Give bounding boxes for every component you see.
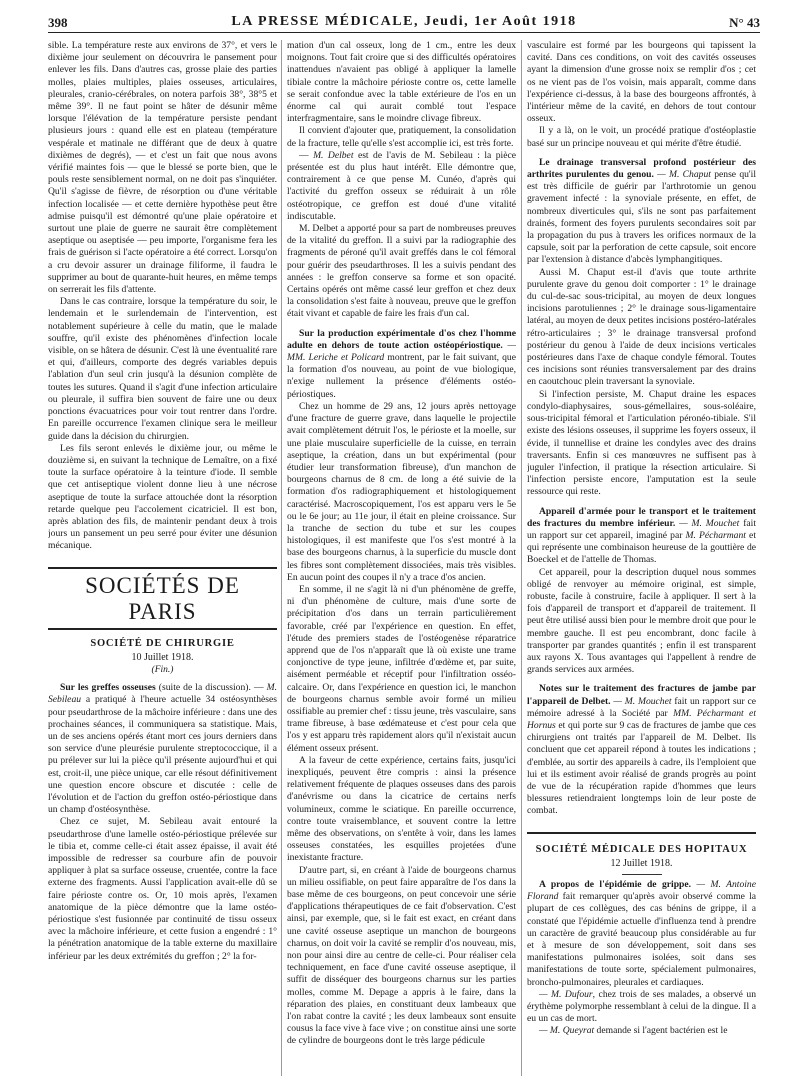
- paragraph: [527, 506, 756, 567]
- speaker-name: — M. Mouchet: [610, 695, 672, 707]
- paragraph: Cet appareil, pour la description duquel nous sommes obligé de renvoyer au mémoire original, est simple, robuste, facile à construire, facile à appliquer. Il sert à la fois d'appareil de transport et d'appareil de traitement. Il peut être utilisé aussi bien pour le membre droit que pour le membre gauche. Il est peu encombrant, donc facile à transporter par grandes quantités ; enfin il est transparent aux rayons X. Tous avantages qui l'appellent à rendre de grands services aux armées.: [527, 566, 756, 676]
- text-run: fait un rapport sur cet appareil, imaginé par: [527, 517, 756, 541]
- paragraph: [527, 157, 756, 267]
- paragraph: D'autre part, si, en créant à l'aide de bourgeons charnus un milieu ossifiable, on peut faire apparaître de l'os dans la base même de ces bourgeons, on peut concevoir une série d'applications thérapeutiques de ce fait d'observation. C'est ainsi, par exemple, que, si le fait est exact, en créant dans une cavité osseuse aseptique un manchon de bourgeons charnus, on doit voir la cavité se remplir d'os nouveau, mis, non pour ainsi dire au centre de celle-ci. Pour réaliser cela techniquement, en face d'une cavité osseuse aseptique, il suffit de disséquer des bourgeons charnus sur les parties molles, comme M. Depage a appris à le faire, dans la réparation des plaies, en constituant deux lambeaux que l'on rabat contre la cavité ; les deux lambeaux sont ensuite cousus la face vive à face vive ; on constitue ainsi une sorte de cylindre de bourgeons dont le très large pédicule: [287, 864, 516, 1047]
- paragraph: mation d'un cal osseux, long de 1 cm., entre les deux moignons. Tout fait croire que si des difficultés opératoires inattendues n'avaient pas obligé à appliquer la lamelle tibiale contre la mâchoire périoste contre os, cette lamelle se serait confondue avec la table extérieure de l'os en un énorme cal qui aurait comblé tout l'espace interfragmentaire, sans le moindre clivage fibreux.: [287, 40, 516, 125]
- topic-heading: Le drainage transversal profond postérieur des arthrites purulentes du genou.: [527, 156, 756, 181]
- topic-heading: Appareil d'armée pour le transport et le traitement des fractures du membre inférieur.: [527, 505, 756, 529]
- paragraph: Si l'infection persiste, M. Chaput draine les espaces condylo-diaphysaires, sous-gémellaires, sous-soléaire, sous-tricipital fémoral et l'articulation péronéo-tibiale. S'il existe des lésions osseuses, il supprime les foyers osseux, il évide, il tunnellise et draine les condyles avec des drains traversants. Enfin si ces manœuvres ne suffisent pas à juguler l'infection, il pratique la résection articulaire. Si l'infection persiste encore, l'amputation est la seule ressource qui reste.: [527, 388, 756, 498]
- speaker-name: — M. Dufour: [539, 988, 593, 1000]
- paragraph: Dans le cas contraire, lorsque la température du soir, le lendemain et le surlendemain de l'intervention, est notablement supérieure à celle du matin, que le malade souffre, qu'il existe des phénomènes d'infection locale visible, on se hâtera de désunir. C'est là une éventualité rare et qui, d'ailleurs, comporte des degrés variables depuis l'ablation d'un seul crin jusqu'à la désunion complète de toutes les sutures. Quand il s'agit d'une infection articulaire ou pleurale, il suffira bien souvent de faire une ou deux ponctions évacuatrices pour voir tout rentrer dans l'ordre. En pareille occurrence l'examen clinique sera le meilleur guide dans la décision du chirurgien.: [48, 296, 277, 442]
- section-rule: [527, 832, 756, 834]
- speaker-name: — M. Mouchet: [675, 517, 740, 529]
- text-run: montrent, par le fait suivant, que la formation d'os nouveau, au point de vue biologique, n'exige nullement la présence d'éléments ostéo-périostiques.: [287, 352, 516, 400]
- paragraph: [527, 1025, 756, 1037]
- issue-number: N° 43: [729, 15, 760, 30]
- text-run: a pratiqué à l'heure actuelle 34 ostéosynthèses pour pseudarthrose de la mâchoire inférieure : dans une des prochaines séances, il communiquera sa statistique. Mais, un de ses anciens opérés étant mort ces jours derniers dans son service d'une pleurésie purulente streptococcique, il a pu prélever sur lui la pièce qu'il présente aujourd'hui et qui est, croit-il, une pièce unique, car elle résout définitivement une question encore obscure et discutée : celle de l'évolution et de l'action du greffon ostéo-périostique dans un champ d'ostéosynthèse.: [48, 694, 277, 816]
- paragraph: [527, 683, 756, 817]
- paragraph: — M. Delbet est de l'avis de M. Sebileau : la pièce présentée est du plus haut intérêt. Elle démontre que, contrairement à ce que pense M. Cunéo, d'après qui l'activité du greffon osseux se réduirait à un rôle ostéotropique, ce greffon est doué d'une vitalité indiscutable.: [287, 149, 516, 222]
- paragraph: Chez un homme de 29 ans, 12 jours après nettoyage d'une fracture de guerre grave, dans laquelle le projectile avait complètement détruit l'os, le périoste et la moelle, sur une plaie musculaire superficielle de la cuisse, en terrain aseptique, la création, dans un but expérimental (pour étudier leur transformation fibreuse), d'un manchon de bourgeons charnus de 8 cm. de long a été suivie de la formation d'os radiographiquement et histologiquement caractérisé. Macroscopiquement, l'os est apparu vers le 5e ou le 6e jour; au 11e jour, il était en pleine croissance. Sur la tranche de section du tube et sur les coupes histologiques, il est manifeste que l'os s'est montré à la base des bourgeons charnus, à la superficie du muscle dont les fibres sont complètement dissociées, mais très visibles. En aucun point des coupes il n'y a trace d'os ancien.: [287, 400, 516, 583]
- column-3: [527, 40, 756, 1080]
- speaker-name: — M. Antoine Florand: [527, 879, 756, 903]
- speaker-name: MM. Pécharmant et Hornus: [527, 707, 756, 731]
- page-number: 398: [48, 15, 68, 30]
- society-title: SOCIÉTÉ DE CHIRURGIE: [90, 637, 235, 649]
- text-run: fait remarquer qu'après avoir observé comme la plupart de ces collègues, des cas bénins de grippe, il a constaté que l'épidémie actuelle d'influenza tend à prendre un caractère de gravité beaucoup plus considérable au fur et à mesure de son développement, soit dans ses manifestations pulmonaires isolées, soit dans ses manifestations de toute sorte, spécialement pulmonaires, broncho-pulmonaires, pleurales et cardiaques.: [527, 891, 756, 988]
- society-date: 12 Juillet 1918.: [610, 857, 673, 869]
- paragraph: Chez ce sujet, M. Sebileau avait entouré la pseudarthrose d'une lamelle ostéo-périostique prélevée sur le tibia et, comme celle-ci était assez épaisse, il avait été impossible de redresser sa courbure afin de pouvoir appliquer à plat sa surface osseuse, cruentée, contre la face externe des fragments. Aussi l'application avait-elle dû se faire périoste contre os. Or, 10 mois après, l'examen anatomique de la pièce démontre que la lame ostéo-périostique s'est fusionnée par continuité de tissu osseux avec la mâchoire inférieure, et cette fusion a engendré : 1° la pénétration anatomique de la table externe du maxillaire inférieur par les deux extrémités du greffon ; 2° la for-: [48, 816, 277, 962]
- paragraph: [527, 879, 756, 989]
- speaker-name: M. Delbet: [313, 149, 354, 161]
- paragraph: Il convient d'ajouter que, pratiquement, la consolidation de la fracture, telle qu'elle s'est accomplie ici, est très forte.: [287, 125, 516, 149]
- speaker-name: M. Pécharmant: [685, 529, 746, 541]
- topic-heading: Notes sur le traitement des fractures de jambe par l'appareil de Delbet.: [527, 683, 756, 707]
- page-header: [48, 10, 760, 33]
- paragraph: [48, 682, 277, 816]
- speaker-name: — M. Chaput: [653, 169, 711, 181]
- paragraph: M. Delbet a apporté pour sa part de nombreuses preuves de la vitalité du greffon. Il a suivi par la radiographie des fragments de péroné qu'il avait greffés dans le col fémoral pour guérir des pseudarthroses. Il les a suivis pendant des années : le greffon conserve sa forme et son opacité. Certains opérés ont même cassé leur greffon et chez deux la consolidation s'est faite à nouveau, preuve que le greffon était vivant et capable de faire les frais d'un cal.: [287, 223, 516, 320]
- text-run: fait un rapport sur ce mémoire adressé à la Société par: [527, 695, 756, 719]
- column-divider: [281, 40, 282, 1076]
- topic-heading: Sur les greffes osseuses: [60, 682, 156, 694]
- text-run: est de l'avis de M. Sebileau : la pièce présentée est du plus haut intérêt. Elle démontre que, contrairement à ce que pense M. Cunéo, d'après qui l'activité du greffon osseux se réduirait à un rôle ostéotropique, ce greffon est doué d'une vitalité indiscutable.: [287, 149, 516, 222]
- running-title: LA PRESSE MÉDICALE, Jeudi, 1er Août 1918: [231, 14, 577, 29]
- speaker-name: — MM. Leriche et Policard: [287, 339, 516, 364]
- paragraph: [527, 989, 756, 1026]
- paragraph: A la faveur de cette expérience, certains faits, jusqu'ici inexpliqués, peuvent être compris : ainsi la présence relativement fréquente de plaques osseuses dans des parois d'anévrisme ou dans la cicatrice de certains nerfs volumineux, comme le sciatique. En pareille occurrence, contre toute vraisemblance, et souvent contre la lettre même des observations, on s'entête à voir, dans les lames osseuses constatées, les esquilles projetées d'une inexistante fracture.: [287, 754, 516, 864]
- text-run: demande si l'agent bactérien est le: [594, 1025, 728, 1037]
- column-divider: [521, 40, 522, 1076]
- speaker-name: — M. Queyrat: [539, 1025, 595, 1037]
- section-banner: SOCIÉTÉS DE PARIS: [48, 567, 277, 630]
- paragraph: Les fils seront enlevés le dixième jour, ou même le douzième si, en suivant la technique de Lemaître, on a fixé toute la surface opératoire à la teinture d'iode. Il semble que cet antiseptique violent donne lieu à une nécrose aseptique de toute la surface attouchée dont la résorption retarde quelque peu l'accolement cicatriciel. Il est bon, après ablation des fils, de maintenir pendant deux à trois jours un pansement un peu serré pour éviter une désunion mécanique.: [48, 442, 277, 552]
- column-2: [287, 40, 516, 1080]
- text-run: et qui représente une combinaison heureuse de la gouttière de Boeckel et de l'attelle de Thomas.: [527, 529, 756, 566]
- topic-heading: A propos de l'épidémie de grippe.: [539, 879, 692, 890]
- society-continuation: (Fin.): [151, 664, 174, 675]
- paragraph: vasculaire est formé par les bourgeons qui tapissent la cavité. Dans ces conditions, on voit des cavités osseuses ayant la dimension d'une grosse noix se remplir d'os ; cet os ne vient pas de l'os voisin, mais apparaît, comme dans l'expérience ci-dessus, à la base des bourgeons affrontés, à l'intérieur même de la cavité, en dehors de tout contour osseux.: [527, 40, 756, 125]
- paragraph: En somme, il ne s'agit là ni d'un phénomène de greffe, ni d'un phénomène de culture, mais d'une sorte de précipitation d'os dans un terrain particulièrement favorable, créé par l'expérience en question. En effet, l'étude des premiers stades de l'ostéogenèse réparatrice apprend que de l'os n'apparaît que là où existe une trame conjonctive de type jeune, infiltrée d'œdème et, par suite, aisément perméable et réceptif pour l'infiltration osséo-calcaire. Or, dans l'expérience en question ici, le manchon de bourgeons charnus semble avoir formé un milieu ossifiable au premier chef : tissu jeune, très vasculaire, sans trame fibreuse, à base œdémateuse et c'est pour cela que l'os y est apparu très rapidement alors qu'il n'existait aucun élément osseux présent.: [287, 583, 516, 754]
- topic-heading: Sur la production expérimentale d'os chez l'homme adulte en dehors de toute action ostéopériostique.: [287, 327, 516, 351]
- text-run: (suite de la discussion). —: [155, 682, 267, 694]
- text-run: pense qu'il est très difficile de guérir par l'arthrotomie un genou gravement infecté : la synoviale présente, en effet, de nombreux diverticules qui, s'ils ne sont pas parfaitement drainés, forment des foyers purulents secondaires soit par la propagation du pus à travers les orifices normaux de la capsule, soit par la perforation de cette capsule, soit encore par l'extension à distance d'abcès lymphangitiques.: [527, 169, 756, 266]
- society-title: SOCIÉTÉ MÉDICALE DES HOPITAUX: [535, 843, 748, 855]
- society-date: 10 Juillet 1918.: [131, 651, 194, 663]
- paragraph: sible. La température reste aux environs de 37°, et vers le dixième jour seulement on découvrira le pansement pour enlever les fils. Dans d'autres cas, grosse plaie des parties molles, plaies multiples, plaies osseuses, articulaires, pleurales, cranio-cérébrales, on notera parfois 38°, 38°5 et même 39°. Il ne faut point se hâter de désunir même lorsque l'élévation de la température persiste pendant plusieurs jours : quand elle est en plateau (température vespérale et matinale ne différant que de deux à quatre dixièmes de degrés), — et c'est un fait que nous avons vérifié maintes fois — que le blessé se porte bien, que le pouls reste sensiblement normal, on ne doit pas s'inquiéter. Qu'il s'agisse de fièvre, de résorption ou d'une véritable infection localisée — et cette dernière hypothèse peut être admise puisqu'il est démontré qu'une plaie opératoire et surtout une plaie de guerre ne saurait être complètement aseptique ou aseptisée — peu importe, l'organisme fera les frais de guérison si l'acte opératoire a été correct. Lorsqu'on a cru devoir assurer un drainage filiforme, il faudra le supprimer au bout de quarante-huit heures, en même temps on serrerait les fils d'attente.: [48, 40, 277, 296]
- paragraph: Il y a là, on le voit, un procédé pratique d'ostéoplastie basé sur un principe nouveau et qui mérite d'être étudié.: [527, 125, 756, 149]
- speaker-name: M. Sebileau: [48, 682, 277, 706]
- text-run: et qui porte sur 9 cas de fractures de jambe que ces chirurgiens ont traités par l'appareil de M. Delbet. Ils concluent que cet appareil répond à toutes les indications ; d'emblée, au sortir des appareils à cadre, ils l'emploient que lui et ils estiment avoir réalisé de grands progrès au point de vue de la récupération rapide d'hommes que leurs blessures retiendraient longtemps loin de leur poste de combat.: [527, 719, 756, 817]
- paragraph: [287, 328, 516, 401]
- paragraph: Aussi M. Chaput est-il d'avis que toute arthrite purulente grave du genou doit comporter : 1° le drainage du cul-de-sac sous-tricipital, au moyen de deux longues incisions parotuliennes ; 2° le drainage sous-ligamentaire latéral, au moyen de deux petites incisions postéro-latérales rétro-articulaires ; 3° le drainage transversal profond postérieur du genou à l'aide de deux incisions verticales postérieures dans l'axe de chaque condyle fémoral. Toutes ces incisions sont réunies transversalement par des drains en caoutchouc plein traversant la synoviale.: [527, 266, 756, 388]
- short-divider: [622, 874, 662, 875]
- text-run: , chez trois de ses malades, a observé un érythème polymorphe ressemblant à celui de la dingue. Il a eu un cas de mort.: [527, 988, 756, 1025]
- column-1: [48, 40, 277, 1080]
